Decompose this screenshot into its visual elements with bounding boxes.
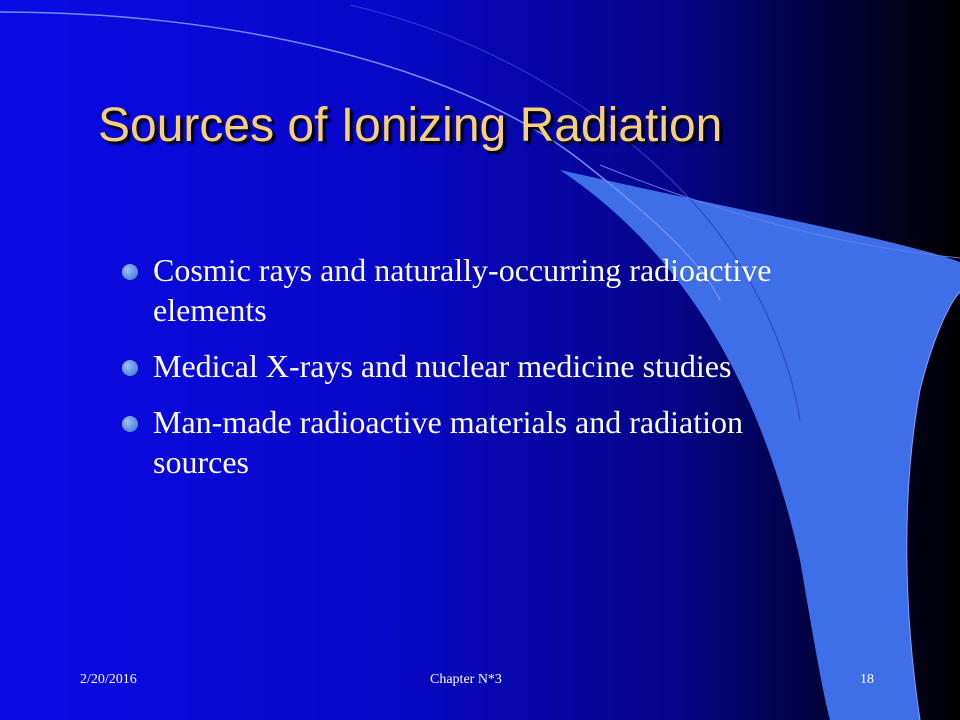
bullet-item <box>122 402 822 482</box>
bullet-item <box>122 346 822 386</box>
bullet-icon <box>122 360 138 376</box>
bullet-text: Man-made radioactive materials and radiation sources <box>153 404 743 480</box>
bullet-text: Medical X-rays and nuclear medicine studies <box>153 348 732 384</box>
bullet-icon <box>122 264 138 280</box>
bullet-text: Cosmic rays and naturally-occurring radioactive elements <box>153 252 772 328</box>
bullet-icon <box>122 416 138 432</box>
bullet-list <box>122 250 822 498</box>
footer-chapter: Chapter N*3 <box>430 672 502 687</box>
slide-title: Sources of Ionizing Radiation <box>98 99 723 152</box>
bullet-item <box>122 250 822 330</box>
footer-date: 2/20/2016 <box>80 672 137 687</box>
footer-page-number: 18 <box>860 672 874 687</box>
